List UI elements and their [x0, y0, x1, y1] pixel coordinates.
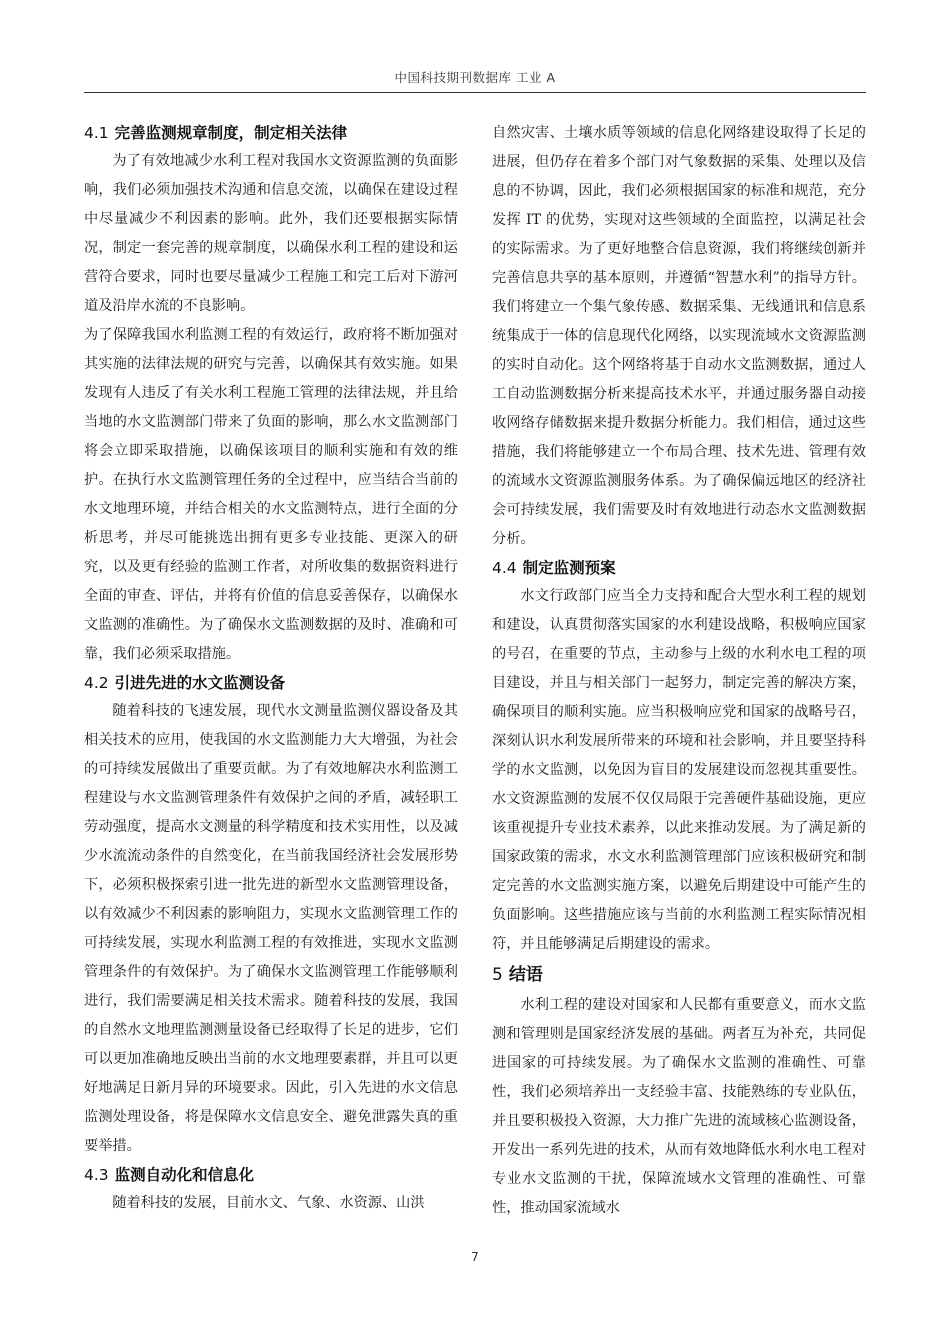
section-title: 完善监测规章制度，制定相关法律 [114, 124, 348, 142]
section-title: 结语 [508, 965, 543, 985]
section-5-heading [492, 959, 866, 991]
section-title: 引进先进的水文监测设备 [114, 674, 286, 692]
journal-title: 中国科技期刊数据库 工业 A [394, 70, 556, 85]
paragraph-4-3-continued: 自然灾害、土壤水质等领域的信息化网络建设取得了长足的进展，但仍存在着多个部门对气象数据的采集、处理以及信息的不协调，因此，我们必须根据国家的标准和规范，充分发挥 IT 的优势，实现对这些领域的全面监控，以满足社会的实际需求。为了更好地整合信息资源，我们将继续创新并完善信息共享的基本原则，并遵循“智慧水利”的指导方针。我们将建立一个集气象传感、数据采集、无线通讯和信息系统集成于一体的信息现代化网络，以实现流域水文资源监测的实时自动化。这个网络将基于自动水文监测数据，通过人工自动监测数据分析来提高技术水平，并通过服务器自动接收网络存储数据来提升数据分析能力。我们相信，通过这些措施，我们将能够建立一个布局合理、技术先进、管理有效的流域水文资源监测服务体系。为了确保偏远地区的经济社会可持续发展，我们需要及时有效地进行动态水文监测数据分析。 [492, 125, 866, 547]
paragraph-4-4: 水文行政部门应当全力支持和配合大型水利工程的规划和建设，认真贯彻落实国家的水利建设战略，积极响应国家的号召，在重要的节点，主动参与上级的水利水电工程的项目建设，并且与相关部门一起努力，制定完善的解决方案，确保项目的顺利实施。应当积极响应党和国家的战略号召，深刻认识水利发展所带来的环境和社会影响，并且要坚持科学的水文监测，以免因为盲目的发展建设而忽视其重要性。水文资源监测的发展不仅仅局限于完善硬件基础设施，更应该重视提升专业技术素养，以此来推动发展。为了满足新的国家政策的需求，水文水利监测管理部门应该积极研究和制定完善的水文监测实施方案，以避免后期建设中可能产生的负面影响。这些措施应该与当前的水利监测工程实际情况相符，并且能够满足后期建设的需求。 [492, 588, 866, 952]
paragraph-5: 水利工程的建设对国家和人民都有重要意义，而水文监测和管理则是国家经济发展的基础。两者互为补充，共同促进国家的可持续发展。为了确保水文监测的准确性、可靠性，我们必须培养出一支经验丰富、技能熟练的专业队伍，并且要积极投入资源，大力推广先进的流域核心监测设备，开发出一系列先进的技术，从而有效地降低水利水电工程对专业水文监测的干扰，保障流域水文管理的准确性、可靠性，推动国家流域水 [492, 997, 866, 1216]
section-number: 4.3 [84, 1166, 109, 1184]
left-column [84, 119, 458, 1218]
section-4-3-heading [84, 1161, 458, 1189]
section-title: 制定监测预案 [522, 559, 616, 577]
section-number: 4.2 [84, 674, 109, 692]
section-number: 4.4 [492, 559, 517, 577]
paragraph-4-1-b: 为了保障我国水利监测工程的有效运行，政府将不断加强对其实施的法律法规的研究与完善，以确保其有效实施。如果发现有人违反了有关水利工程施工管理的法律法规，并且给当地的水文监测部门带来了负面的影响，那么水文监测部门将会立即采取措施，以确保该项目的顺利实施和有效的维护。在执行水文监测管理任务的全过程中，应当结合当前的水文地理环境，并结合相关的水文监测特点，进行全面的分析思考，并尽可能挑选出拥有更多专业技能、更深入的研究，以及更有经验的监测工作者，对所收集的数据资料进行全面的审查、评估，并将有价值的信息妥善保存，以确保水文监测的准确性。为了确保水文监测数据的及时、准确和可靠，我们必须采取措施。 [84, 327, 458, 662]
paragraph-4-2: 随着科技的飞速发展，现代水文测量监测仪器设备及其相关技术的应用，使我国的水文监测能力大大增强，为社会的可持续发展做出了重要贡献。为了有效地解决水利监测工程建设与水文监测管理条件有效保护之间的矛盾，减轻职工劳动强度，提高水文测量的科学精度和技术实用性，以及减少水流流动条件的自然变化，在当前我国经济社会发展形势下，必须积极探索引进一批先进的新型水文监测管理设备，以有效减少不利因素的影响阻力，实现水文监测管理工作的可持续发展，实现水利监测工程的有效推进，实现水文监测管理条件的有效保护。为了确保水文监测管理工作能够顺利进行，我们需要满足相关技术需求。随着科技的发展，我国的自然水文地理监测测量设备已经取得了长足的进步，它们可以更加准确地反映出当前的水文地理要素群，并且可以更好地满足日新月异的环境要求。因此，引入先进的水文信息监测处理设备，将是保障水文信息安全、避免泄露失真的重要举措。 [84, 703, 458, 1154]
section-4-1-heading [84, 119, 458, 147]
section-title: 监测自动化和信息化 [114, 1166, 255, 1184]
paragraph-4-1-a: 为了有效地减少水利工程对我国水文资源监测的负面影响，我们必须加强技术沟通和信息交流，以确保在建设过程中尽量减少不利因素的影响。此外，我们还要根据实际情况，制定一套完善的规章制度，以确保水利工程的建设和运营符合要求，同时也要尽量减少工程施工和完工后对下游河道及沿岸水流的不良影响。 [84, 153, 458, 314]
section-number: 5 [492, 965, 503, 985]
page-number: 7 [471, 1250, 479, 1264]
right-column [492, 119, 866, 1223]
running-header [84, 56, 866, 93]
section-4-2-heading [84, 669, 458, 697]
section-4-4-heading [492, 554, 866, 582]
section-number: 4.1 [84, 124, 109, 142]
paragraph-4-3-start: 随着科技的发展，目前水文、气象、水资源、山洪 [112, 1195, 425, 1211]
